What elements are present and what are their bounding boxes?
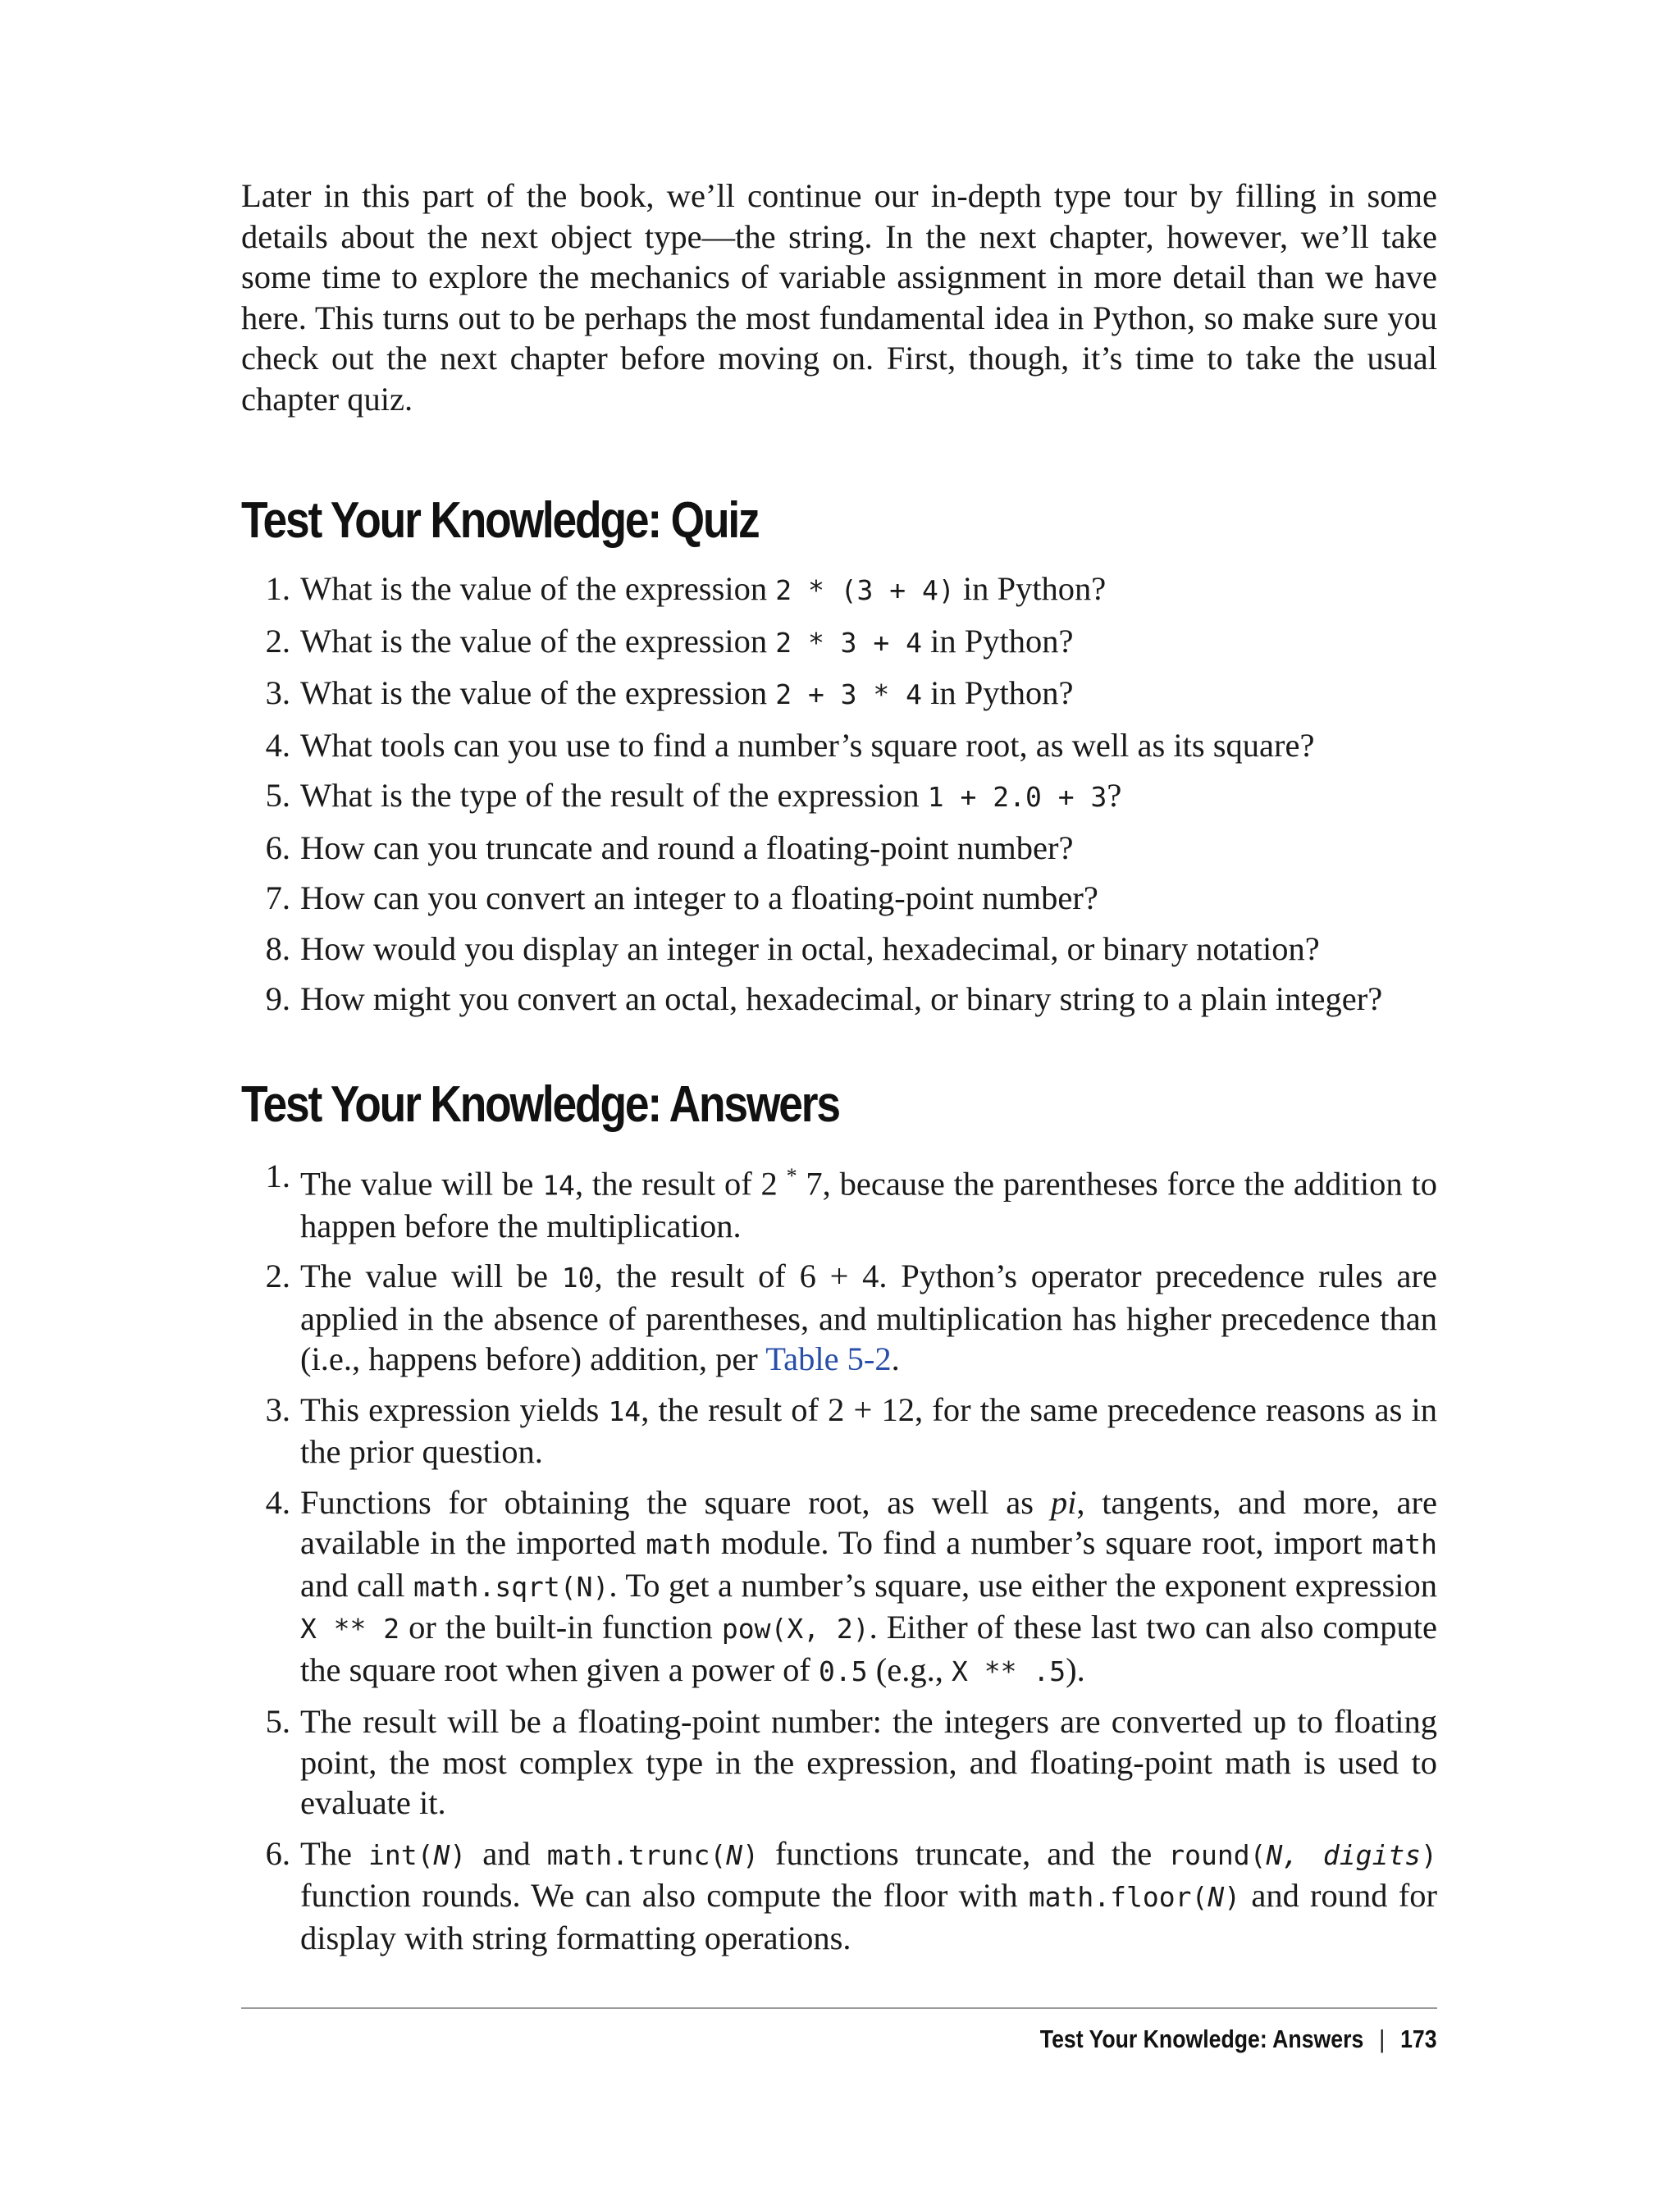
answer-item: 2 . The value will be 10, the result of 6 + 4. Python’s operator precedence rules are applied in the absence of parentheses, and multiplication has higher precedence than (i.e., happens before) addition, per Table 5-2. [241, 1256, 1437, 1380]
floor-code: math.floor(N) [1028, 1881, 1241, 1913]
round-code: round(N, digits) [1168, 1838, 1437, 1871]
intro-paragraph: Later in this part of the book, we’ll continue our in-depth type tour by filling in some details about the next object type—the string. In the next chapter, however, we’ll take some time to explore the mechanics of variable assignment in more detail than we have here. This turns out to be perhaps the most fundamental idea in Python, so make sure you check out the next chapter before moving on. First, though, it’s time to take the usual chapter quiz. [241, 177, 1437, 418]
answers-heading: Test Your Knowledge: Answers [241, 1075, 839, 1133]
page-number: 173 [1400, 2025, 1437, 2053]
quiz-item: 2 . What is the value of the expression 2 * 3 + 4 in Python? [241, 621, 1437, 664]
answer-item: 3 . This expression yields 14, the result of 2 + 12, for the same precedence reasons as in the prior question. [241, 1390, 1437, 1472]
quiz-item: 1 . What is the value of the expression 2 * (3 + 4) in Python? [241, 568, 1437, 611]
footer-section-title: Test Your Knowledge: Answers [1040, 2025, 1364, 2053]
footer-separator: | [1379, 2025, 1386, 2053]
int-code: int(N) [368, 1838, 467, 1871]
answer-item: 1 . The value will be 14, the result of 2 * 7, because the parentheses force the addition to happen before the multiplication. [241, 1156, 1437, 1247]
answer-item: 4 . Functions for obtaining the square root, as well as pi, tangents, and more, are available in the imported math module. To find a number’s square root, import math and call math.sqrt(N). To get a number’s square, use either the exponent expression X ** 2 or the built-in function pow(X, 2). Either of these last two can also compute the square root when given a power of 0.5 (e.g., X ** .5). [241, 1482, 1437, 1692]
quiz-item: 8 . How would you display an integer in octal, hexadecimal, or binary notation? [241, 929, 1437, 970]
answers-list [241, 1156, 1437, 1959]
quiz-list [241, 568, 1437, 1020]
quiz-heading: Test Your Knowledge: Quiz [241, 492, 759, 549]
trunc-code: math.trunc(N) [546, 1838, 759, 1871]
answer-item: 5 . The result will be a floating-point number: the integers are converted up to floating point, the most complex type in the expression, and floating-point math is used to evaluate it. [241, 1701, 1437, 1824]
quiz-item: 9 . How might you convert an octal, hexadecimal, or binary string to a plain integer? [241, 979, 1437, 1020]
table-5-2-link[interactable]: Table 5-2 [765, 1340, 892, 1377]
page-content [241, 176, 1437, 1968]
quiz-item: 6 . How can you truncate and round a floating-point number? [241, 828, 1437, 869]
page-footer [1040, 2025, 1437, 2054]
quiz-item: 5 . What is the type of the result of the expression 1 + 2.0 + 3? [241, 775, 1437, 818]
footer-divider [241, 2007, 1437, 2009]
quiz-item: 4 . What tools can you use to find a number’s square root, as well as its square? [241, 725, 1437, 766]
quiz-item: 7 . How can you convert an integer to a floating-point number? [241, 878, 1437, 919]
answer-item: 6 . The int(N) and math.trunc(N) functions truncate, and the round(N, digits) function rounds. We can also compute the floor with math.floor(N) and round for display with string formatting operations. [241, 1833, 1437, 1959]
quiz-item: 3 . What is the value of the expression 2 + 3 * 4 in Python? [241, 673, 1437, 715]
